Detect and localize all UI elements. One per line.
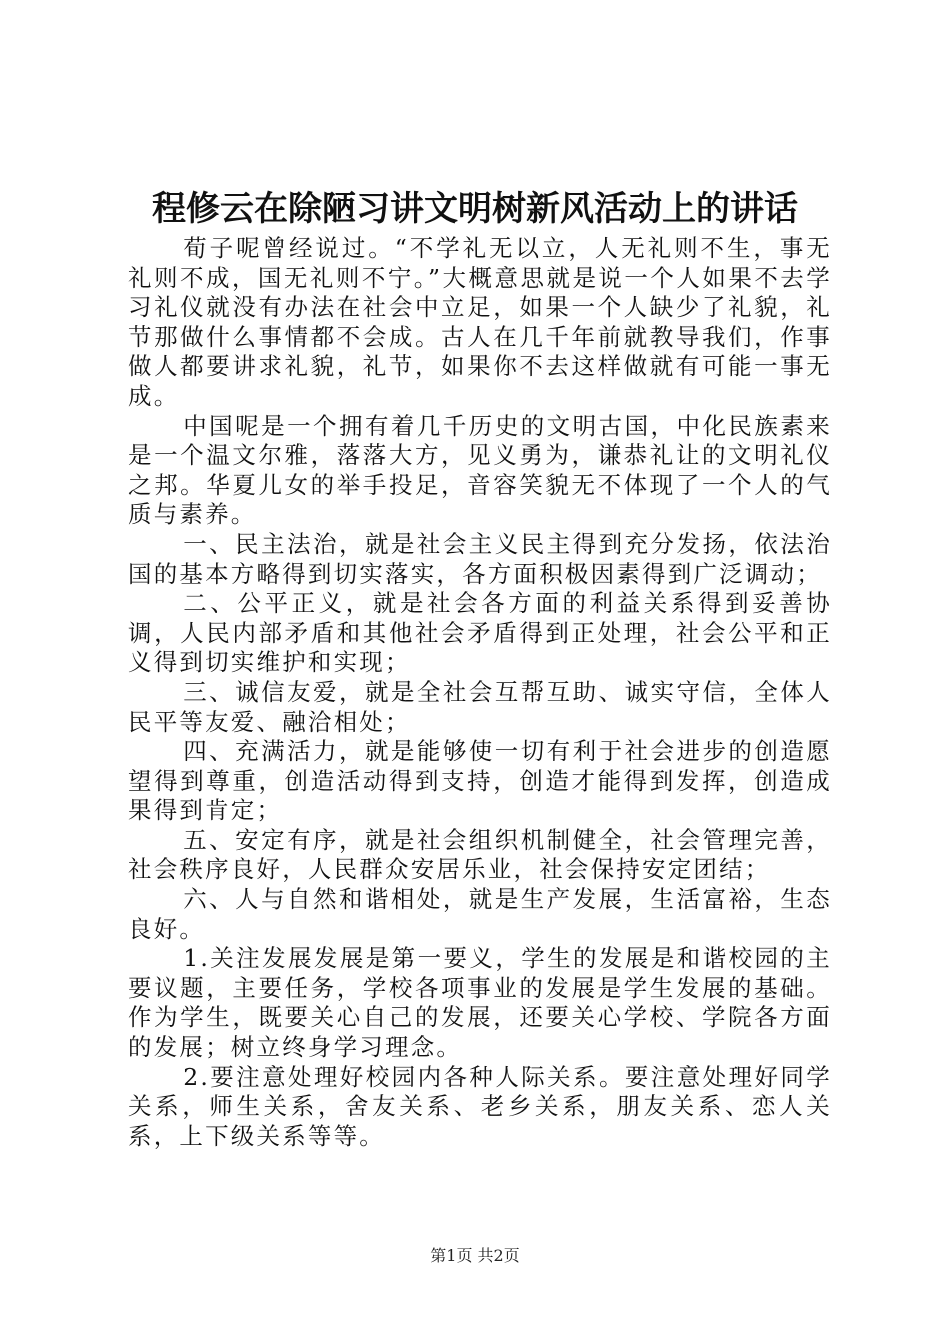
document-body <box>128 234 832 1151</box>
paragraph: 二、公平正义，就是社会各方面的利益关系得到妥善协调，人民内部矛盾和其他社会矛盾得到正处理，社会公平和正义得到切实维护和实现； <box>128 589 832 677</box>
paragraph: 五、安定有序，就是社会组织机制健全，社会管理完善，社会秩序良好，人民群众安居乐业，社会保持安定团结； <box>128 825 832 884</box>
paragraph: 四、充满活力，就是能够使一切有利于社会进步的创造愿望得到尊重，创造活动得到支持，创造才能得到发挥，创造成果得到肯定； <box>128 737 832 825</box>
paragraph: 中国呢是一个拥有着几千历史的文明古国，中化民族素来是一个温文尔雅，落落大方，见义勇为，谦恭礼让的文明礼仪之邦。华夏儿女的举手投足，音容笑貌无不体现了一个人的气质与素养。 <box>128 411 832 529</box>
paragraph: 三、诚信友爱，就是全社会互帮互助、诚实守信，全体人民平等友爱、融洽相处； <box>128 677 832 736</box>
paragraph: 一、民主法治，就是社会主义民主得到充分发扬，依法治国的基本方略得到切实落实，各方面积极因素得到广泛调动； <box>128 529 832 588</box>
page-number-footer: 第1页 共2页 <box>430 1246 520 1265</box>
document-title: 程修云在除陋习讲文明树新风活动上的讲话 <box>152 189 798 229</box>
paragraph: 荀子呢曾经说过。“不学礼无以立，人无礼则不生，事无礼则不成，国无礼则不宁。”大概意思就是说一个人如果不去学习礼仪就没有办法在社会中立足，如果一个人缺少了礼貌，礼节那做什么事情都不会成。古人在几千年前就教导我们，作事做人都要讲求礼貌，礼节，如果你不去这样做就有可能一事无成。 <box>128 234 832 410</box>
paragraph: 2.要注意处理好校园内各种人际关系。要注意处理好同学关系，师生关系，舍友关系、老乡关系，朋友关系、恋人关系，上下级关系等等。 <box>128 1062 832 1150</box>
paragraph: 1.关注发展发展是第一要义，学生的发展是和谐校园的主要议题，主要任务，学校各项事业的发展是学生发展的基础。作为学生，既要关心自己的发展，还要关心学校、学院各方面的发展；树立终身学习理念。 <box>128 944 832 1062</box>
paragraph: 六、人与自然和谐相处，就是生产发展，生活富裕，生态良好。 <box>128 885 832 943</box>
